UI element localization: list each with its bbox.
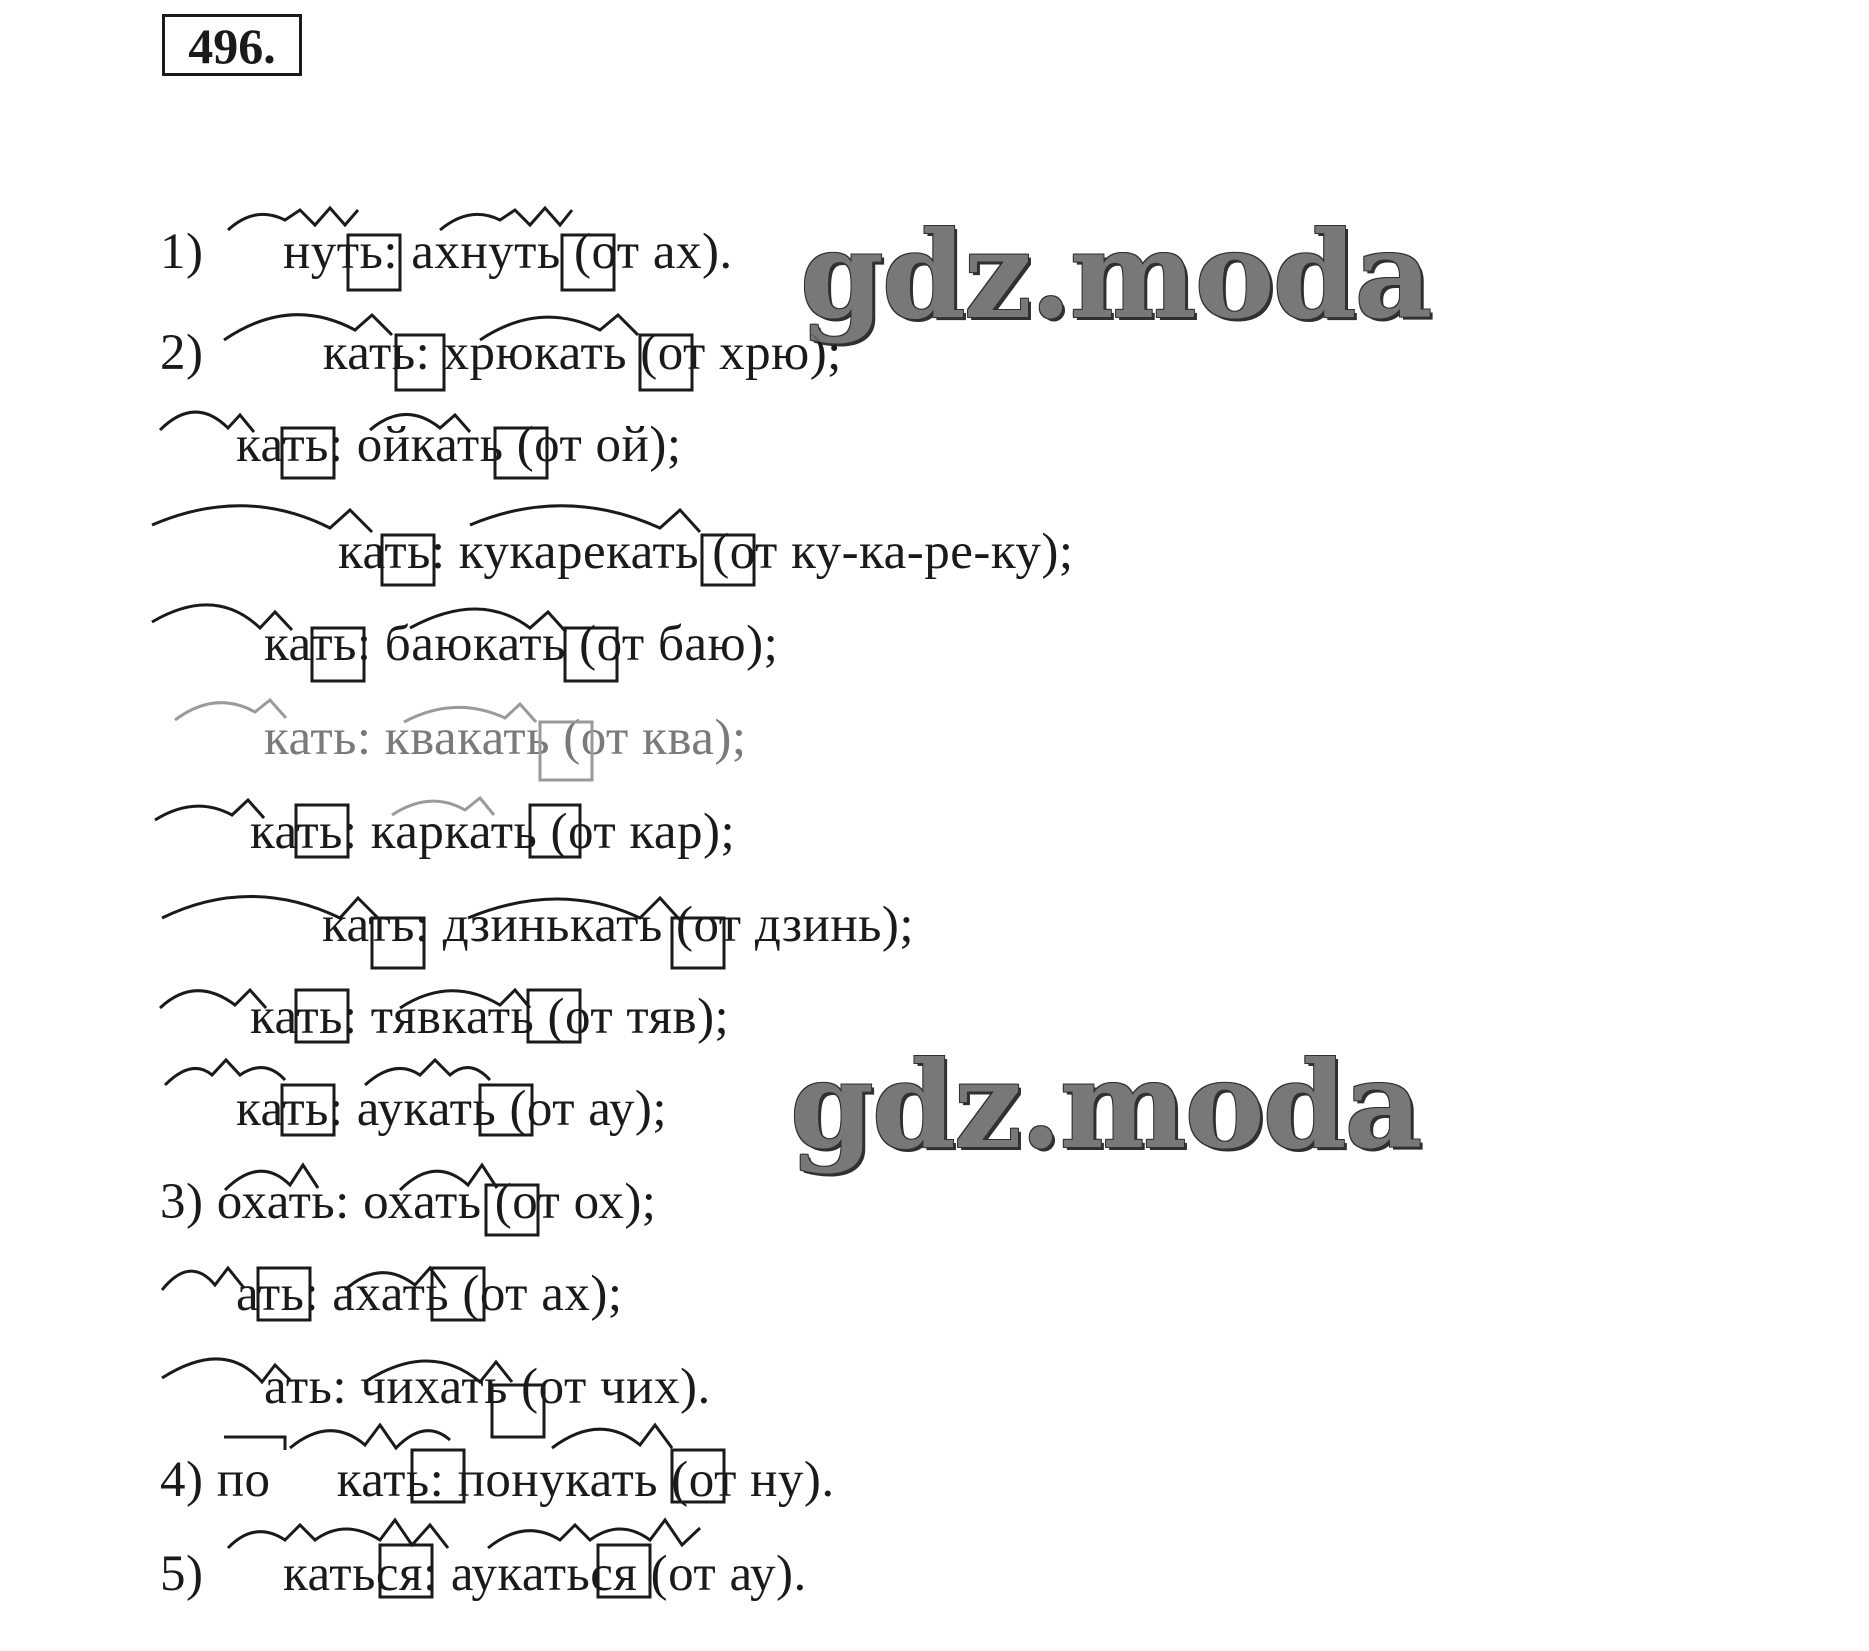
answer-line-3: кать: ойкать (от ой); (236, 417, 682, 473)
answer-line-11: 3) охать: охать (от ох); (160, 1174, 657, 1230)
watermark-top: gdz.moda (800, 205, 1431, 346)
answer-line-7: кать: каркать (от кар); (250, 804, 736, 860)
answer-line-4: кать: кукарекать (от ку-ка-ре-ку); (338, 524, 1074, 580)
answer-line-6: кать: квакать (от ква); (264, 710, 747, 766)
watermark-bottom: gdz.moda (790, 1035, 1421, 1176)
answer-line-8: кать: дзинькать (от дзинь); (322, 897, 915, 953)
answer-line-15: 5) каться: аукаться (от ау). (160, 1546, 807, 1602)
answer-line-10: кать: аукать (от ау); (236, 1081, 668, 1137)
answer-line-2: 2) кать: хрюкать (от хрю); (160, 325, 842, 381)
answer-line-5: кать: баюкать (от баю); (264, 616, 779, 672)
answer-line-14: 4) по кать: понукать (от ну). (160, 1452, 835, 1508)
exercise-number: 496. (162, 14, 302, 76)
answer-line-1: 1) нуть: ахнуть (от ах). (160, 224, 733, 280)
answer-line-12: ать: ахать (от ах); (236, 1266, 623, 1322)
answer-line-9: кать: тявкать (от тяв); (250, 989, 730, 1045)
answer-line-13: ать: чихать (от чих). (264, 1359, 711, 1415)
